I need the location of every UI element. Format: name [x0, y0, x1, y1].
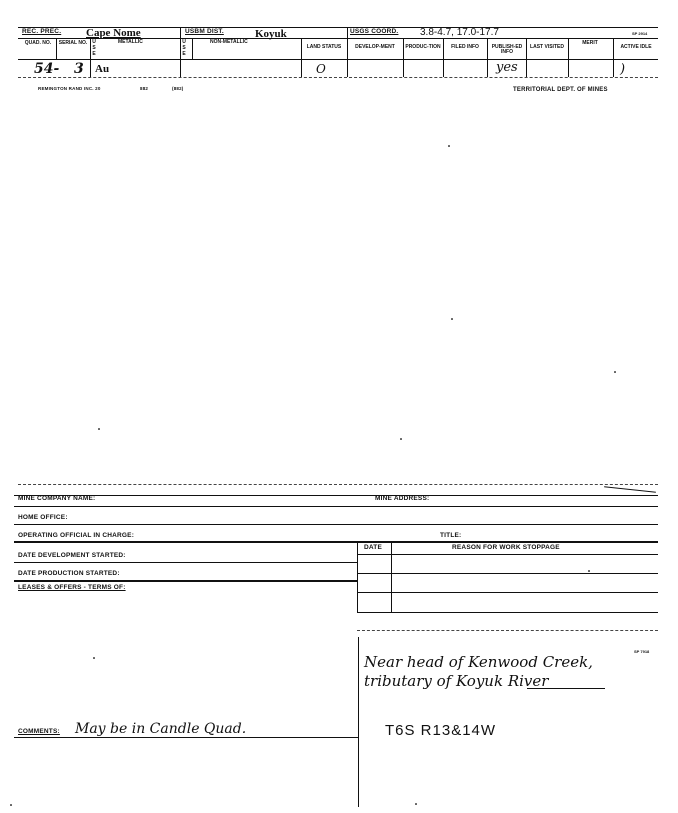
col-land-status: LAND STATUS	[306, 44, 342, 50]
pen-stroke	[604, 486, 656, 492]
col-metallic: METALLIC	[118, 39, 143, 45]
comments-value: May be in Candle Quad.	[75, 721, 247, 737]
form-code-top: SP 2914	[632, 31, 648, 36]
scan-speck	[93, 657, 95, 659]
printer-code-1: 882	[140, 86, 149, 91]
col-non-metallic: NON-METALLIC	[210, 39, 248, 45]
location-divider	[358, 637, 359, 807]
location-line-1: Near head of Kenwood Creek,	[364, 653, 593, 671]
mine-company-name-label: MINE COMPANY NAME:	[18, 495, 96, 502]
row-metallic: Au	[95, 63, 110, 75]
header-row-rule	[18, 59, 658, 60]
row-published-info: yes	[496, 60, 518, 75]
rec-prec-value: Cape Nome	[86, 27, 141, 39]
row-land-status: O	[316, 62, 326, 76]
mine-address-label: MINE ADDRESS:	[375, 495, 430, 502]
col-published-info: PUBLISH-ED INFO	[491, 44, 523, 56]
rec-prec-label: REC. PREC.	[22, 28, 62, 35]
form-code-bottom: SP 7918	[634, 649, 650, 654]
home-office-label: HOME OFFICE:	[18, 514, 68, 521]
scan-speck	[588, 570, 590, 572]
comments-label: COMMENTS:	[18, 728, 60, 735]
col-merit: MERIT	[582, 40, 598, 46]
printer-code-2: (882)	[172, 86, 184, 91]
township-range: T6S R13&14W	[385, 722, 497, 739]
col-active-idle: ACTIVE IDLE	[620, 44, 652, 50]
col-development: DEVELOP-MENT	[355, 44, 395, 50]
usgs-coord-label: USGS COORD.	[350, 28, 399, 35]
col-serial-no: SERIAL NO.	[58, 40, 88, 46]
col-use-non-metallic: U S E	[182, 39, 186, 57]
row-active-idle: )	[620, 62, 626, 77]
date-production-label: DATE PRODUCTION STARTED:	[18, 570, 120, 577]
scan-speck	[614, 371, 616, 373]
header-bottom-rule	[18, 77, 658, 78]
printer-mark: REMINGTON RAND INC. 20	[38, 86, 101, 91]
usbm-dist-label: USBM DIST.	[185, 28, 224, 35]
agency-label: TERRITORIAL DEPT. OF MINES	[513, 87, 608, 93]
row-serial: 3	[74, 61, 84, 77]
col-production: PRODUC-TION	[405, 44, 441, 50]
scan-speck	[400, 438, 402, 440]
scan-speck	[415, 803, 417, 805]
usbm-dist-value: Koyuk	[255, 28, 287, 40]
operating-official-label: OPERATING OFFICIAL IN CHARGE:	[18, 532, 135, 539]
location-line-2: tributary of Koyuk River	[364, 672, 549, 690]
reason-col-header: REASON FOR WORK STOPPAGE	[452, 544, 560, 551]
usgs-coord-value: 3.8-4.7, 17.0-17.7	[420, 27, 499, 38]
leases-offers-label: LEASES & OFFERS - TERMS OF:	[18, 584, 126, 591]
col-use-metallic: U S E	[92, 39, 96, 57]
col-filed-info: FILED INFO	[451, 44, 479, 50]
date-col-header: DATE	[364, 544, 383, 551]
scan-speck	[10, 804, 12, 806]
col-last-visited: LAST VISITED	[530, 44, 564, 50]
scan-speck	[451, 318, 453, 320]
title-label: TITLE:	[440, 532, 462, 539]
date-development-label: DATE DEVELOPMENT STARTED:	[18, 552, 126, 559]
col-quad-no: QUAD. NO.	[24, 40, 52, 46]
row-quad: 54-	[34, 61, 60, 77]
scan-speck	[98, 428, 100, 430]
scan-speck	[448, 145, 450, 147]
